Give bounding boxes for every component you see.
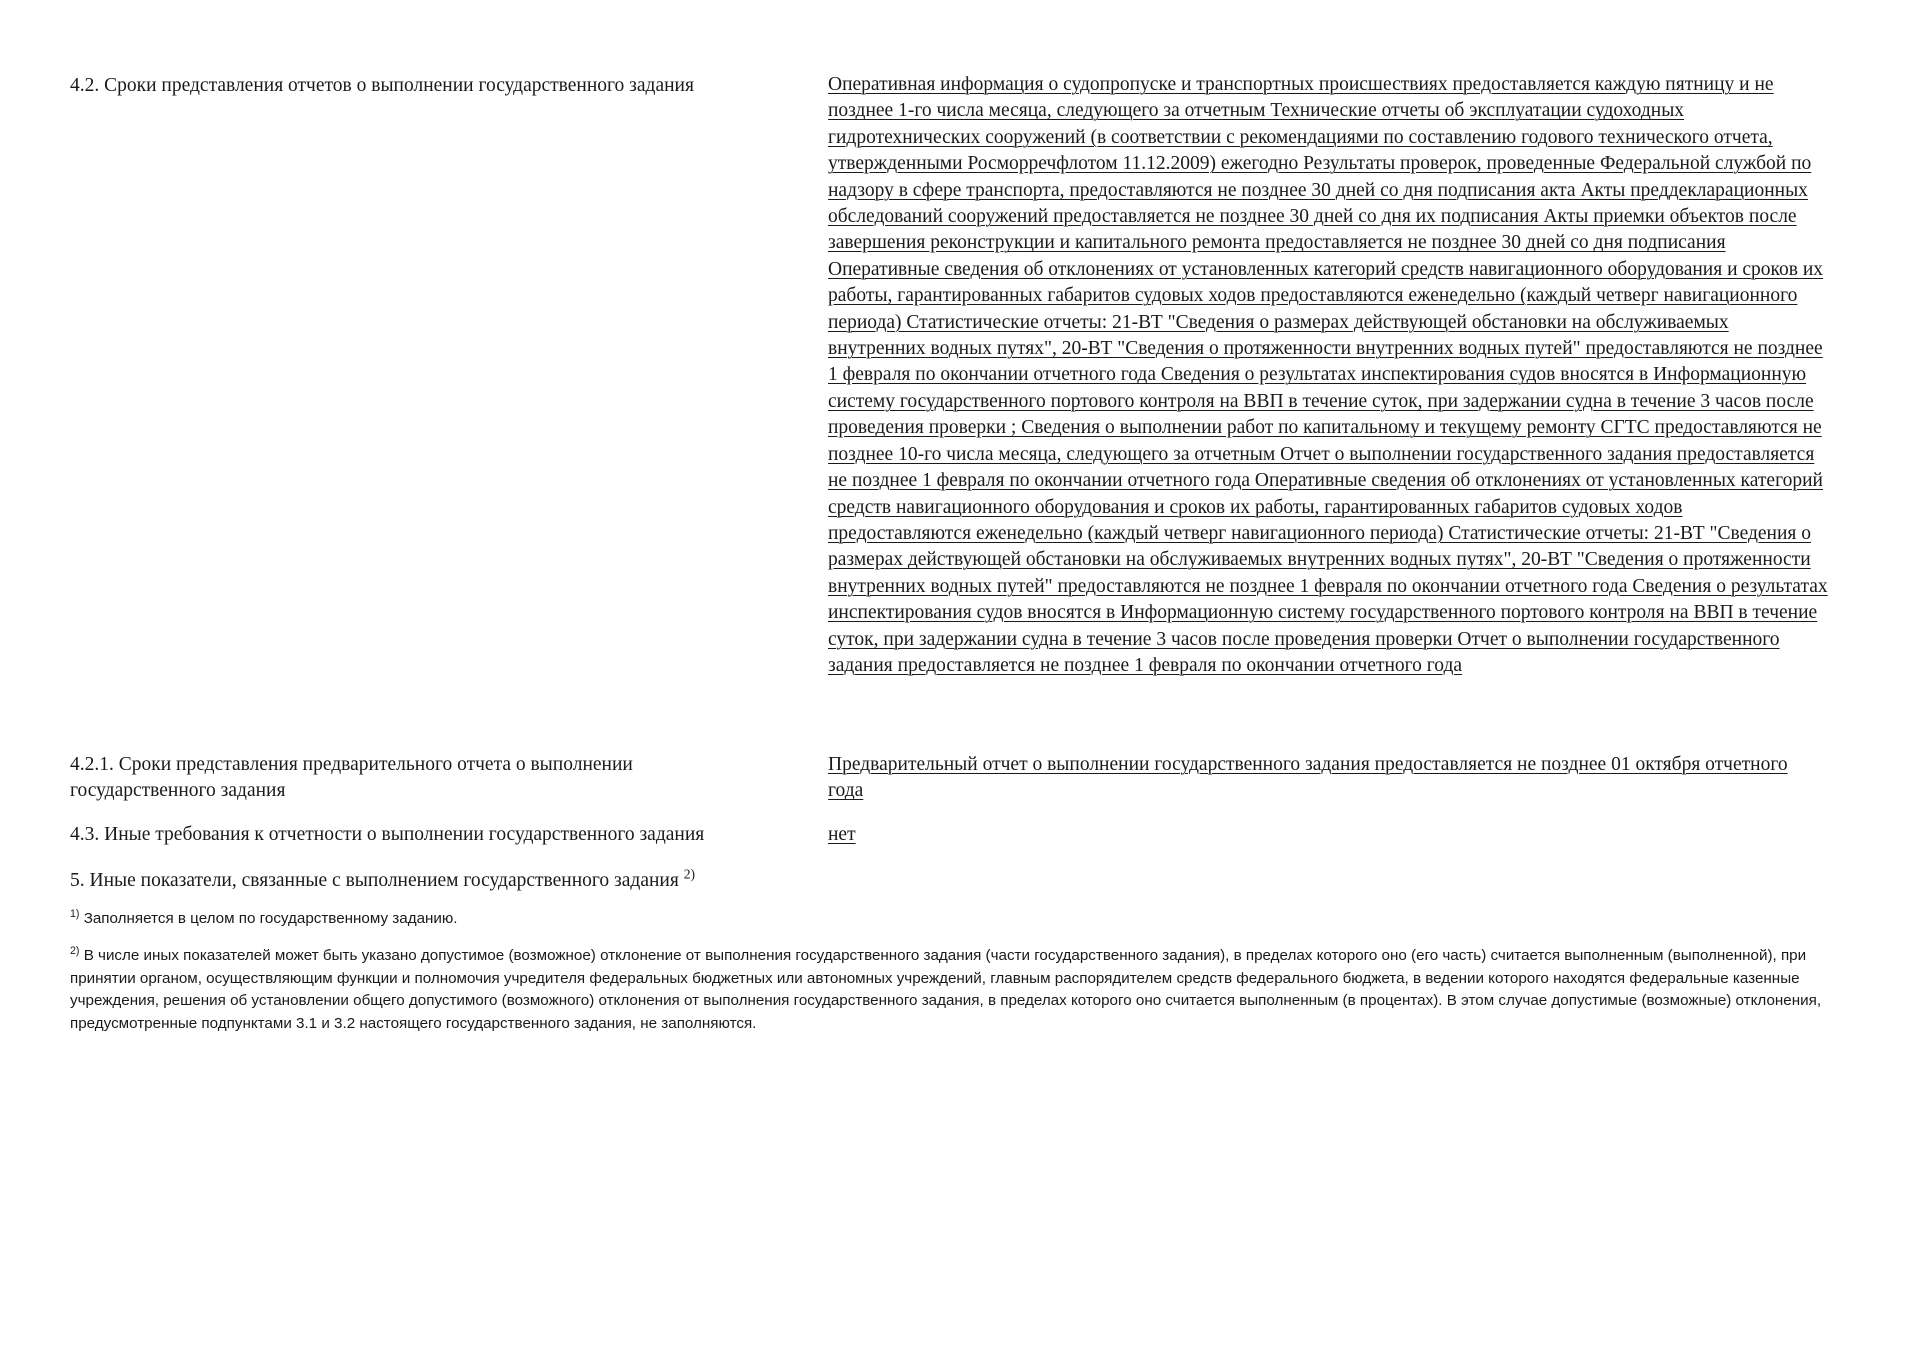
footnote-1-marker: 1) (70, 908, 80, 921)
row-value-4-3-text: нет (828, 824, 856, 845)
row-value-4-2-text: Оперативная информация о судопропуске и транспортных происшествиях предоставляется каждую пятницу и не позднее 1-го числа месяца, следующего за отчетным Технические отчеты об эксплуатации судоходных гидротехнических сооружений (в соответствии с рекомендациями по составлению годового технического отчета, утвержденными Росморречфлотом 11.12.2009) ежегодно Результаты проверок, проведенные Федеральной службой по надзору в сфере транспорта, предоставляются не позднее 30 дней со дня подписания акта Акты преддекларационных обследований сооружений предоставляется не позднее 30 дней со дня их подписания Акты приемки объектов после завершения реконструкции и капитального ремонта предоставляется не позднее 30 дней со дня подписания Оперативные сведения об отклонениях от установленных категорий средств навигационного оборудования и сроков их работы, гарантированных габаритов судовых ходов предоставляются еженедельно (каждый четверг навигационного периода) Статистические отчеты: 21-ВТ "Сведения о размерах действующей обстановки на обслуживаемых внутренних водных путях", 20-ВТ "Сведения о протяженности внутренних водных путей" предоставляются не позднее 1 февраля по окончании отчетного года Сведения о результатах инспектирования судов вносятся в Информационную систему государственного портового контроля на ВВП в течение суток, при задержании судна в течение 3 часов после проведения проверки ; Сведения о выполнении работ по капитальному и текущему ремонту СГТС предоставляются не позднее 10-го числа месяца, следующего за отчетным Отчет о выполнении государственного задания предоставляется не позднее 1 февраля по окончании отчетного года Оперативные сведения об отклонениях от установленных категорий средств навигационного оборудования и сроков их работы, гарантированных габаритов судовых ходов предоставляются еженедельно (каждый четверг навигационного периода) Статистические отчеты: 21-ВТ "Сведения о размерах действующей обстановки на обслуживаемых внутренних водных путях", 20-ВТ "Сведения о протяженности внутренних водных путей" предоставляются не позднее 1 февраля по окончании отчетного года Сведения о результатах инспектирования судов вносятся в Информационную систему государственного портового контроля на ВВП в течение суток, при задержании судна в течение 3 часов после проведения проверки Отчет о выполнении государственного задания предоставляется не позднее 1 февраля по окончании отчетного года (828, 74, 1828, 676)
row-label-4-2-1: 4.2.1. Сроки представления предварительного отчета о выполнении государственного задания (70, 754, 633, 801)
footnote-1-text: Заполняется в целом по государственному заданию. (83, 910, 458, 927)
row-value-4-3 (828, 822, 1828, 848)
footnote-2-marker: 2) (70, 945, 80, 958)
section-5-footnote-ref: 2) (683, 866, 696, 882)
section-5-text: 5. Иные показатели, связанные с выполнением государственного задания (70, 870, 679, 891)
row-label-4-2: 4.2. Сроки представления отчетов о выполнении государственного задания (70, 75, 694, 96)
footnote-1 (70, 908, 1830, 931)
row-value-4-2 (828, 72, 1828, 679)
row-label-4-3: 4.3. Иные требования к отчетности о выполнении государственного задания (70, 824, 705, 845)
footnote-2-text: В числе иных показателей может быть указано допустимое (возможное) отклонение от выполнения государственного задания (части государственного задания), в пределах которого оно (его часть) считается выполненным (выполненной), при принятии органом, осуществляющим функции и полномочия учредителя федеральных бюджетных или автономных учреждений, главным распорядителем средств федерального бюджета, в ведении которого находятся федеральные казенные учреждения, решения об установлении общего допустимого (возможного) отклонения от выполнения государственного задания, в пределах которого оно считается выполненным (в процентах). В этом случае допустимые (возможные) отклонения, предусмотренные подпунктами 3.1 и 3.2 настоящего государственного задания, не заполняются. (70, 947, 1822, 1032)
section-5-heading (70, 868, 695, 894)
row-value-4-2-1-text: Предварительный отчет о выполнении государственного задания предоставляется не позднее 01 октября отчетного года (828, 754, 1788, 802)
row-value-4-2-1 (828, 752, 1788, 805)
footnote-2 (70, 945, 1830, 1035)
